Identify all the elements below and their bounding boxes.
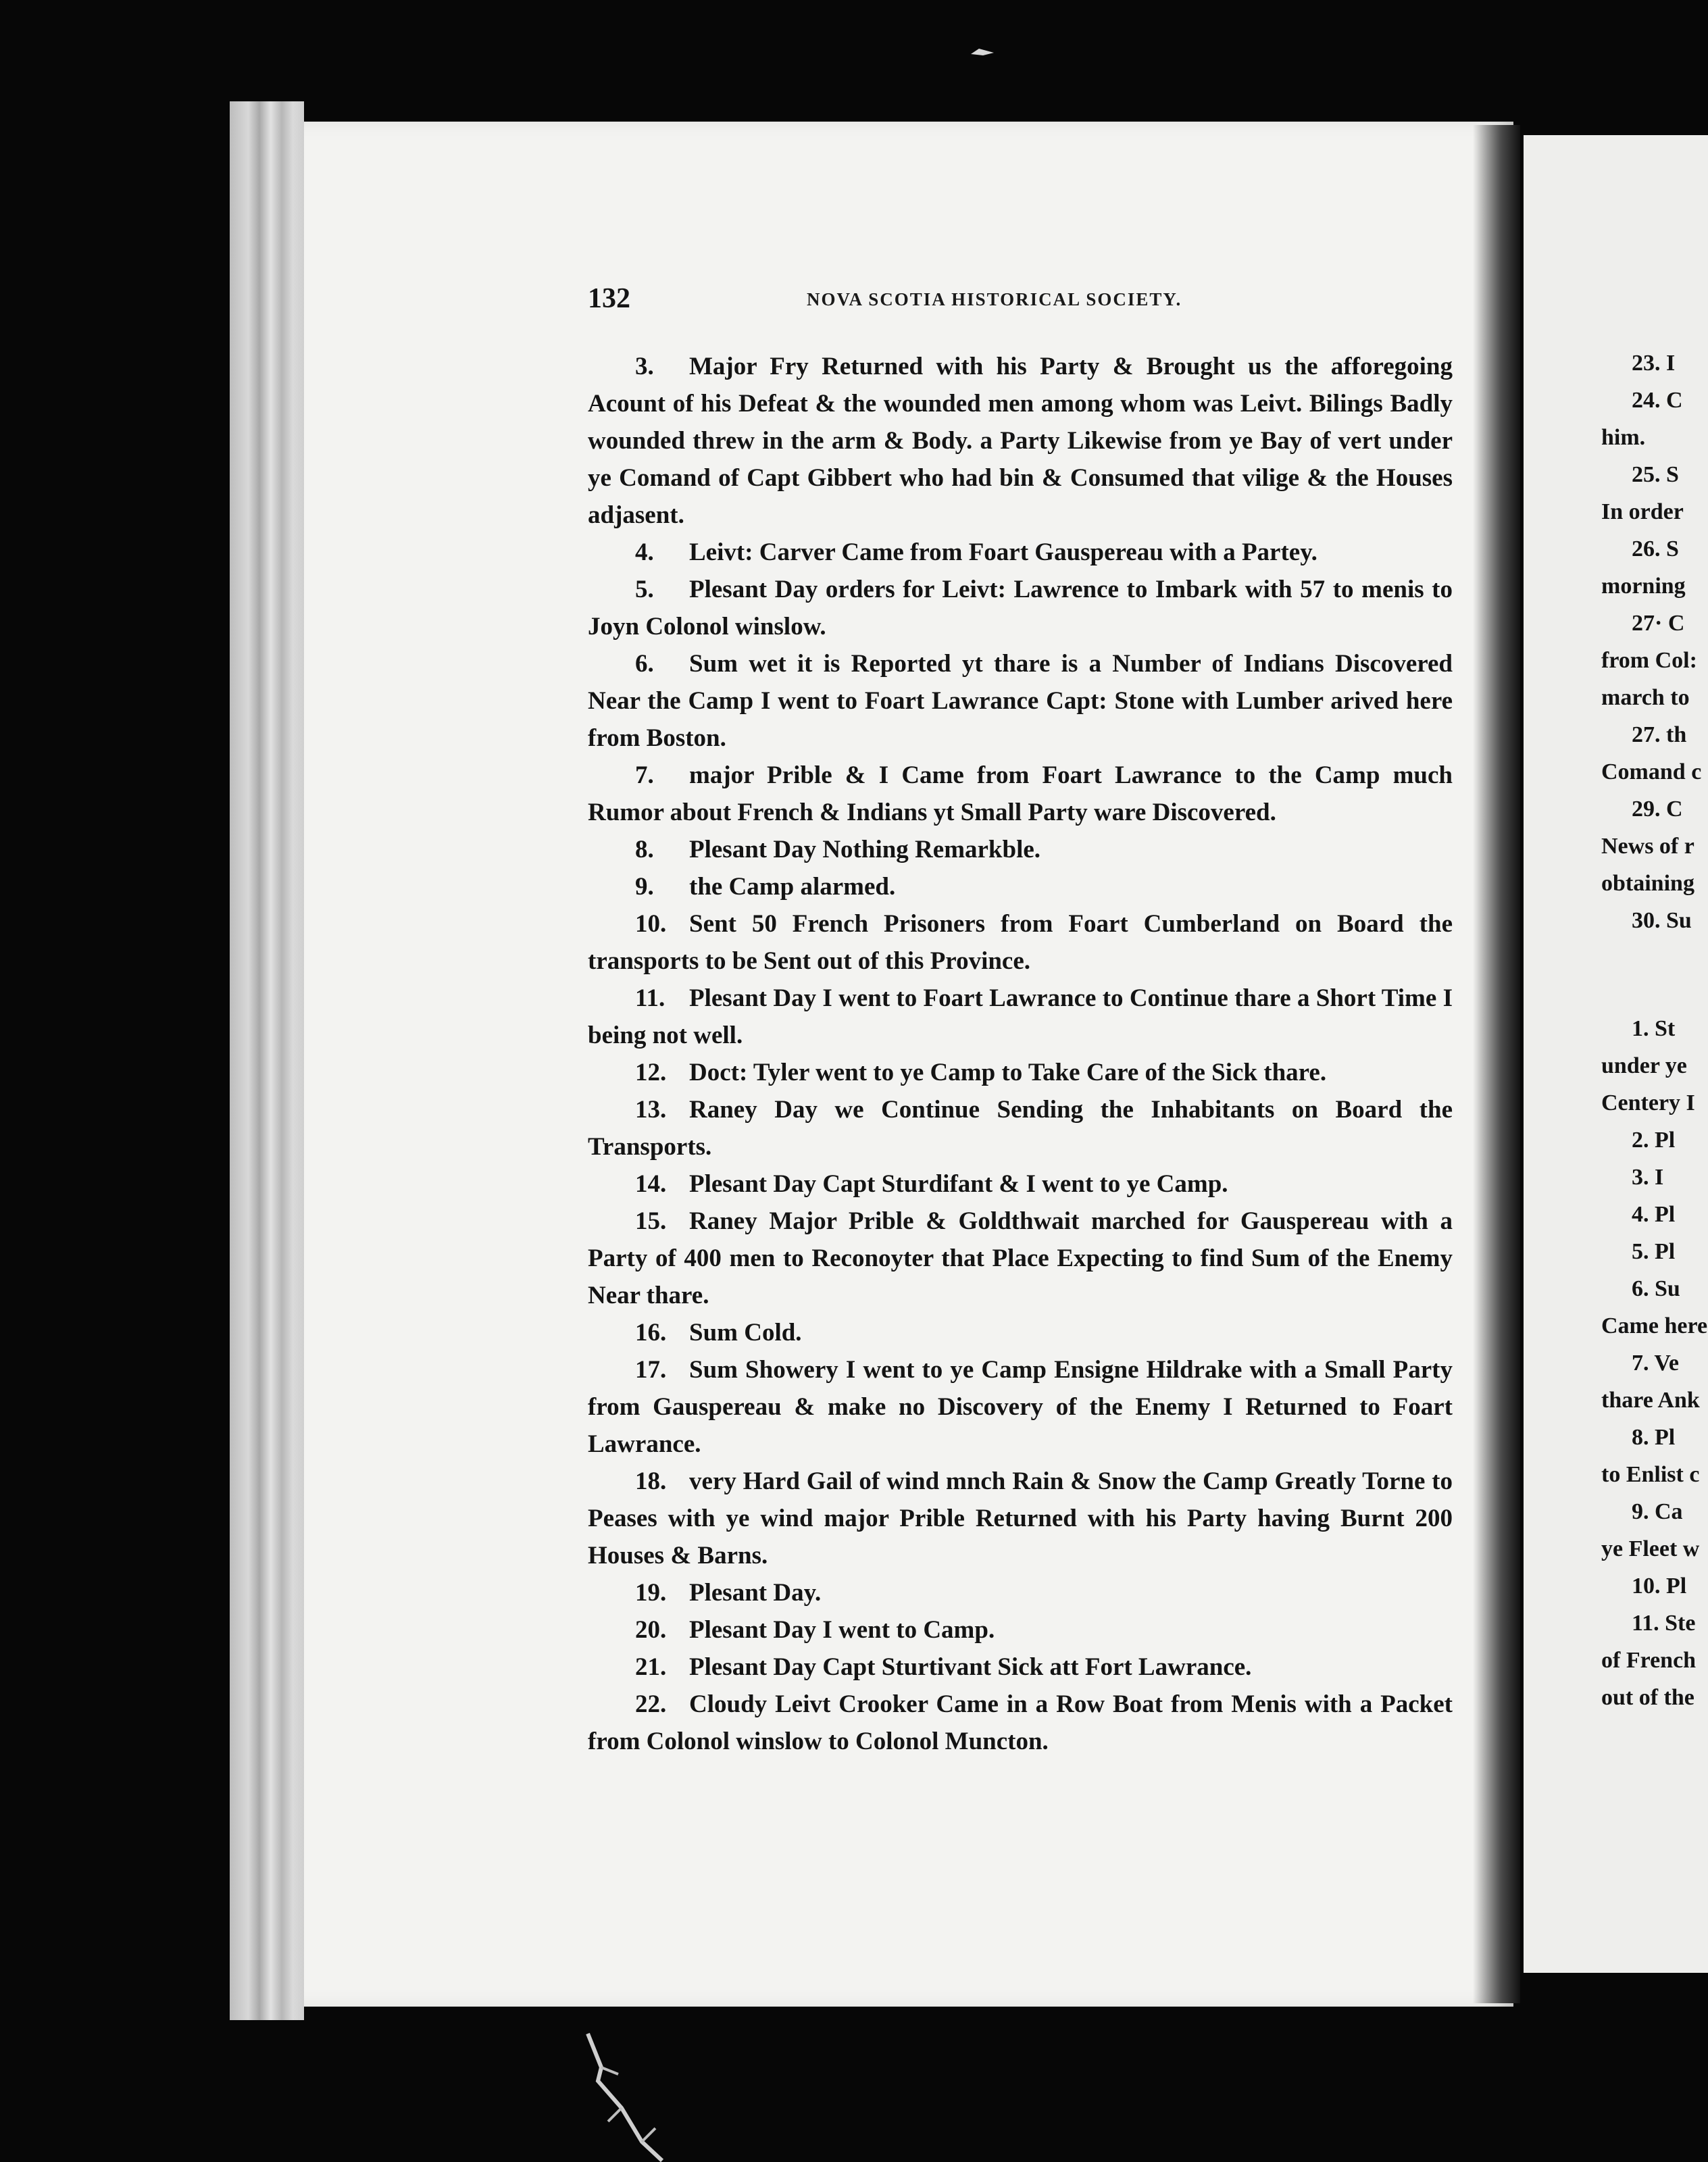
entry-date-number: 18. (635, 1467, 667, 1495)
entry-date-number: 10. (635, 910, 667, 938)
entry-text: Leivt: Carver Came from Foart Gauspereau with a Partey. (689, 538, 1317, 566)
right-page-line: obtaining (1601, 871, 1694, 896)
entry-date-number: 7. (635, 761, 654, 789)
right-page-line: from Col: (1601, 648, 1697, 673)
right-page-line: 10. Pl (1632, 1574, 1687, 1599)
entry-text: the Camp alarmed. (689, 873, 896, 901)
right-page-line: 1. St (1632, 1016, 1676, 1041)
right-page-line: 11. Ste (1632, 1611, 1696, 1636)
right-page-line: 4. Pl (1632, 1202, 1676, 1227)
entry-date-number: 4. (635, 538, 654, 566)
journal-entry (588, 980, 1453, 1054)
right-page-line: ye Fleet w (1601, 1536, 1700, 1561)
right-page-line: 7. Ve (1632, 1351, 1679, 1376)
right-page-line: march to (1601, 685, 1690, 710)
entry-text: Plesant Day Nothing Remarkble. (689, 836, 1041, 863)
right-page-line: 2. Pl (1632, 1128, 1676, 1153)
entry-date-number: 12. (635, 1059, 667, 1086)
entry-date-number: 19. (635, 1579, 667, 1607)
right-page-line: 26. S (1632, 536, 1679, 561)
entry-text: Raney Major Prible & Goldthwait marched for Gauspereau with a Party of 400 men to Reconoyter that Place Expecting to find Sum of the Enemy Near thare. (588, 1207, 1453, 1309)
page-edges (230, 101, 304, 2020)
right-page-line: 30. Su (1632, 908, 1692, 933)
journal-entry (588, 1686, 1453, 1760)
right-page-line: 9. Ca (1632, 1499, 1683, 1524)
entry-date-number: 22. (635, 1690, 667, 1718)
journal-entry (588, 757, 1453, 831)
right-page-line: 27· C (1632, 611, 1685, 636)
right-page-line: thare Ank (1601, 1388, 1700, 1413)
entry-text: Plesant Day I went to Foart Lawrance to Continue thare a Short Time I being not well. (588, 984, 1453, 1049)
journal-entry (588, 1054, 1453, 1091)
entry-text: Plesant Day Capt Sturtivant Sick att Fort Lawrance. (689, 1653, 1252, 1681)
journal-entry (588, 1649, 1453, 1686)
running-head: NOVA SCOTIA HISTORICAL SOCIETY. (807, 289, 1182, 309)
entry-text: Raney Day we Continue Sending the Inhabitants on Board the Transports. (588, 1096, 1453, 1161)
entry-date-number: 16. (635, 1319, 667, 1347)
journal-entry (588, 571, 1453, 645)
right-page-line: of French (1601, 1648, 1697, 1673)
journal-entry (588, 645, 1453, 757)
entry-date-number: 6. (635, 650, 654, 678)
right-page-line: Centery I (1601, 1090, 1695, 1115)
journal-entry (588, 905, 1453, 980)
journal-entry (588, 1611, 1453, 1649)
entry-text: Cloudy Leivt Crooker Came in a Row Boat from Menis with a Packet from Colonol winslow to Colonol Muncton. (588, 1690, 1453, 1755)
right-page-line: Comand c (1601, 759, 1702, 784)
entry-text: Plesant Day orders for Leivt: Lawrence to Imbark with 57 to menis to Joyn Colonol winslow. (588, 576, 1453, 640)
right-page-line: morning (1601, 574, 1686, 599)
right-page-line: out of the (1601, 1685, 1694, 1710)
right-page-line: In order (1601, 499, 1684, 524)
entry-text: very Hard Gail of wind mnch Rain & Snow the Camp Greatly Torne to Peases with ye wind major Prible Returned with his Party having Burnt 200 Houses & Barns. (588, 1467, 1453, 1569)
entry-date-number: 17. (635, 1356, 667, 1384)
entry-date-number: 14. (635, 1170, 667, 1198)
entry-text: Plesant Day. (689, 1579, 822, 1607)
entry-text: Plesant Day I went to Camp. (689, 1616, 995, 1644)
entry-text: Major Fry Returned with his Party & Brought us the afforegoing Acount of his Defeat & the wounded men among whom was Leivt. Bilings Badly wounded threw in the arm & Body. a Party Likewise from ye Bay of vert under ye Comand of Capt Gibbert who had bin & Consumed that vilige & the Houses adjasent. (588, 353, 1453, 529)
journal-entry (588, 1091, 1453, 1165)
journal-entry (588, 534, 1453, 571)
journal-entry (588, 1351, 1453, 1463)
entry-text: Sum wet it is Reported yt thare is a Number of Indians Discovered Near the Camp I went to Foart Lawrance Capt: Stone with Lumber arived here from Boston. (588, 650, 1453, 752)
right-page-line: 5. Pl (1632, 1239, 1676, 1264)
entry-text: Sum Showery I went to ye Camp Ensigne Hildrake with a Small Party from Gauspereau & make no Discovery of the Enemy I Returned to Foart Lawrance. (588, 1356, 1453, 1458)
entry-date-number: 20. (635, 1616, 667, 1644)
right-page-line: 8. Pl (1632, 1425, 1676, 1450)
right-page-line: 23. I (1632, 351, 1676, 376)
right-page-line: 27. th (1632, 722, 1687, 747)
right-page-line: 6. Su (1632, 1276, 1680, 1301)
right-page-line: 24. C (1632, 388, 1683, 413)
right-page-line: Came here (1601, 1313, 1708, 1338)
journal-entry (588, 1203, 1453, 1314)
right-page-line: to Enlist c (1601, 1462, 1700, 1487)
entry-text: Sum Cold. (689, 1319, 802, 1347)
entry-date-number: 9. (635, 873, 654, 901)
journal-entry (588, 348, 1453, 534)
right-page-line: under ye (1601, 1053, 1687, 1078)
entry-text: Plesant Day Capt Sturdifant & I went to ye Camp. (689, 1170, 1228, 1198)
right-page-line: 25. S (1632, 462, 1679, 487)
scan-speck-top (970, 47, 995, 57)
right-page-text-fragments (1601, 345, 1708, 1716)
entry-date-number: 15. (635, 1207, 667, 1235)
entry-text: major Prible & I Came from Foart Lawrance to the Camp much Rumor about French & Indians yt Small Party ware Discovered. (588, 761, 1453, 826)
journal-entry (588, 1314, 1453, 1351)
page-number: 132 (588, 283, 630, 314)
book-gutter (1473, 125, 1520, 2003)
entry-date-number: 11. (635, 984, 665, 1012)
journal-entry (588, 868, 1453, 905)
entry-date-number: 8. (635, 836, 654, 863)
journal-entry (588, 1165, 1453, 1203)
right-page-line: News of r (1601, 834, 1694, 859)
entry-date-number: 5. (635, 576, 654, 603)
journal-entry (588, 831, 1453, 868)
entry-date-number: 21. (635, 1653, 667, 1681)
section-gap (1601, 939, 1708, 1010)
scan-fiber-bottom (581, 2027, 676, 2162)
entry-text: Doct: Tyler went to ye Camp to Take Care of the Sick thare. (689, 1059, 1327, 1086)
journal-entries (588, 348, 1453, 1760)
entry-date-number: 13. (635, 1096, 667, 1124)
journal-entry (588, 1574, 1453, 1611)
entry-date-number: 3. (635, 353, 654, 380)
entry-text: Sent 50 French Prisoners from Foart Cumberland on Board the transports to be Sent out of this Province. (588, 910, 1453, 975)
right-page-line: 3. I (1632, 1165, 1664, 1190)
right-page-line: him. (1601, 425, 1646, 450)
page-header (588, 282, 1446, 323)
journal-entry (588, 1463, 1453, 1574)
right-page-line: 29. C (1632, 797, 1683, 822)
